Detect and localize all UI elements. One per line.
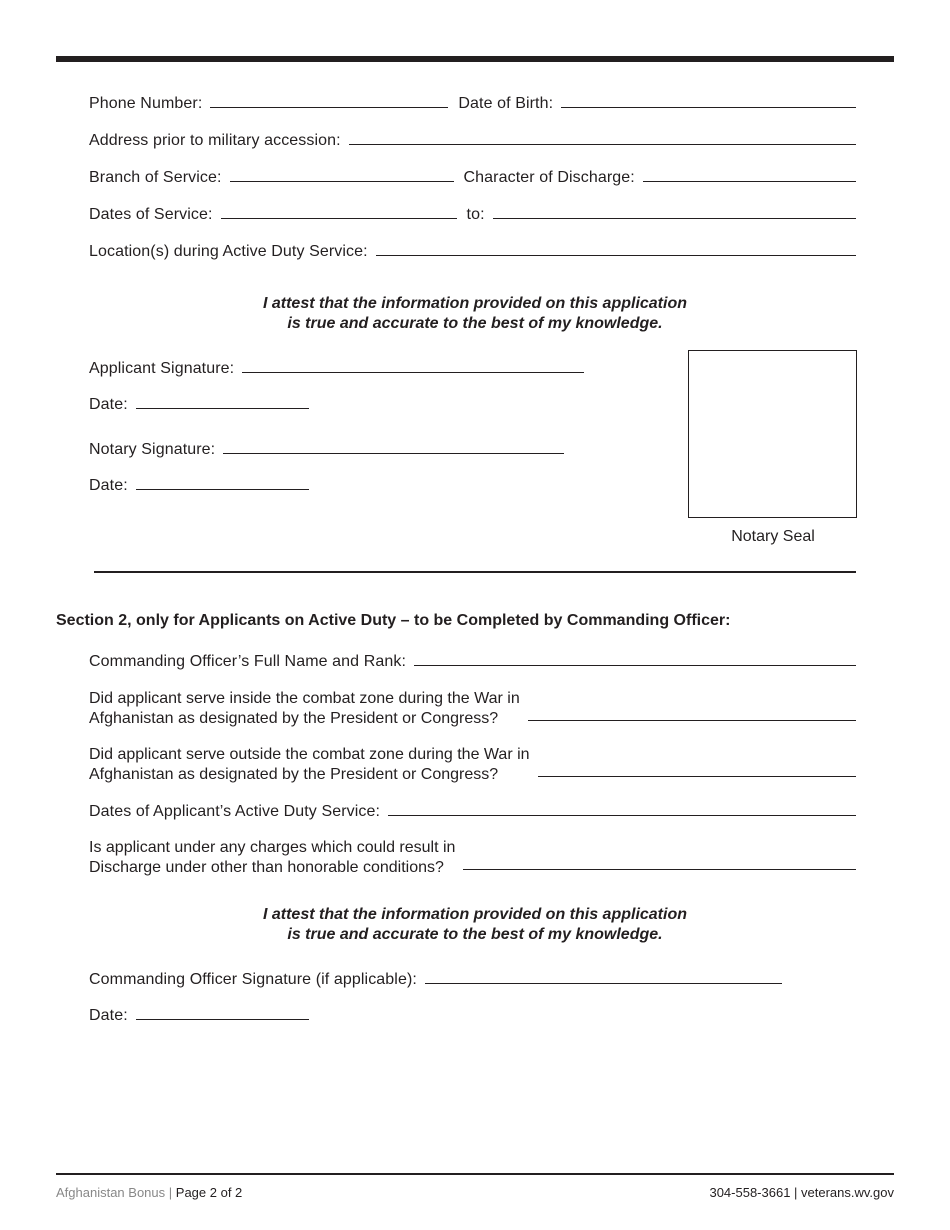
applicant-signature-row <box>89 357 584 381</box>
notary-date-row <box>89 474 309 498</box>
officer-signature-row <box>89 968 782 992</box>
inside-zone-field[interactable] <box>528 702 856 721</box>
address-label: Address prior to military accession: <box>89 132 341 149</box>
attestation-1-line1: I attest that the information provided on this application <box>262 295 687 312</box>
attestation-2-line2: is true and accurate to the best of my knowledge. <box>287 926 663 943</box>
branch-field[interactable] <box>230 163 454 182</box>
applicant-signature-label: Applicant Signature: <box>89 360 235 377</box>
address-field[interactable] <box>349 126 856 145</box>
discharge-label: Character of Discharge: <box>463 169 635 186</box>
to-label: to: <box>466 206 485 223</box>
footer-doc-name: Afghanistan Bonus <box>56 1185 166 1200</box>
section-2-title: Section 2, only for Applicants on Active Duty – to be Completed by Commanding Officer: <box>56 612 731 629</box>
address-row <box>89 129 856 153</box>
officer-date-label: Date: <box>89 1007 128 1024</box>
active-dates-label: Dates of Applicant’s Active Duty Service: <box>89 803 381 820</box>
outside-zone-question <box>89 745 530 785</box>
footer-separator: | <box>168 1185 173 1200</box>
dob-label: Date of Birth: <box>458 95 554 112</box>
charges-row <box>89 838 856 878</box>
outside-zone-field[interactable] <box>538 758 856 777</box>
top-rule <box>56 56 894 62</box>
dob-field[interactable] <box>561 89 856 108</box>
outside-zone-line2: Afghanistan as designated by the President or Congress? <box>89 766 499 783</box>
phone-dob-row <box>89 92 856 116</box>
service-start-field[interactable] <box>221 200 457 219</box>
inside-zone-question <box>89 689 520 729</box>
officer-name-row <box>89 650 856 674</box>
inside-zone-line1: Did applicant serve inside the combat zone during the War in <box>89 690 520 707</box>
section-divider <box>94 571 856 573</box>
service-dates-row <box>89 203 856 227</box>
attestation-2 <box>0 905 950 945</box>
location-row <box>89 240 856 264</box>
service-end-field[interactable] <box>493 200 856 219</box>
officer-date-field[interactable] <box>136 1001 309 1020</box>
footer-left <box>56 1185 242 1200</box>
branch-label: Branch of Service: <box>89 169 222 186</box>
branch-discharge-row <box>89 166 856 190</box>
charges-question <box>89 838 455 878</box>
charges-field[interactable] <box>463 851 856 870</box>
inside-zone-line2: Afghanistan as designated by the President or Congress? <box>89 710 499 727</box>
outside-zone-line1: Did applicant serve outside the combat zone during the War in <box>89 746 530 763</box>
service-dates-label: Dates of Service: <box>89 206 213 223</box>
outside-zone-row <box>89 745 856 785</box>
phone-field[interactable] <box>210 89 448 108</box>
applicant-date-label: Date: <box>89 396 128 413</box>
notary-seal-box <box>688 350 857 518</box>
footer-page-number: Page 2 of 2 <box>175 1185 243 1200</box>
discharge-field[interactable] <box>643 163 856 182</box>
notary-date-label: Date: <box>89 477 128 494</box>
attestation-1-line2: is true and accurate to the best of my knowledge. <box>287 315 663 332</box>
active-dates-field[interactable] <box>388 797 856 816</box>
location-label: Location(s) during Active Duty Service: <box>89 243 368 260</box>
notary-signature-label: Notary Signature: <box>89 441 216 458</box>
officer-name-label: Commanding Officer’s Full Name and Rank: <box>89 653 407 670</box>
notary-date-field[interactable] <box>136 471 309 490</box>
officer-date-row <box>89 1004 309 1028</box>
applicant-signature-field[interactable] <box>242 354 584 373</box>
active-dates-row <box>89 800 856 824</box>
attestation-2-line1: I attest that the information provided on this application <box>262 906 687 923</box>
charges-line1: Is applicant under any charges which could result in <box>89 839 456 856</box>
attestation-1 <box>0 294 950 334</box>
applicant-date-row <box>89 393 309 417</box>
officer-signature-label: Commanding Officer Signature (if applicable): <box>89 971 417 988</box>
charges-line2: Discharge under other than honorable conditions? <box>89 859 444 876</box>
officer-name-field[interactable] <box>414 647 856 666</box>
phone-label: Phone Number: <box>89 95 203 112</box>
officer-signature-field[interactable] <box>425 965 782 984</box>
location-field[interactable] <box>376 237 856 256</box>
footer-contact: 304-558-3661 | veterans.wv.gov <box>709 1185 894 1200</box>
inside-zone-row <box>89 689 856 729</box>
notary-signature-row <box>89 438 564 462</box>
applicant-date-field[interactable] <box>136 390 309 409</box>
footer-rule <box>56 1173 894 1175</box>
notary-seal-label: Notary Seal <box>731 528 815 545</box>
notary-signature-field[interactable] <box>223 435 564 454</box>
